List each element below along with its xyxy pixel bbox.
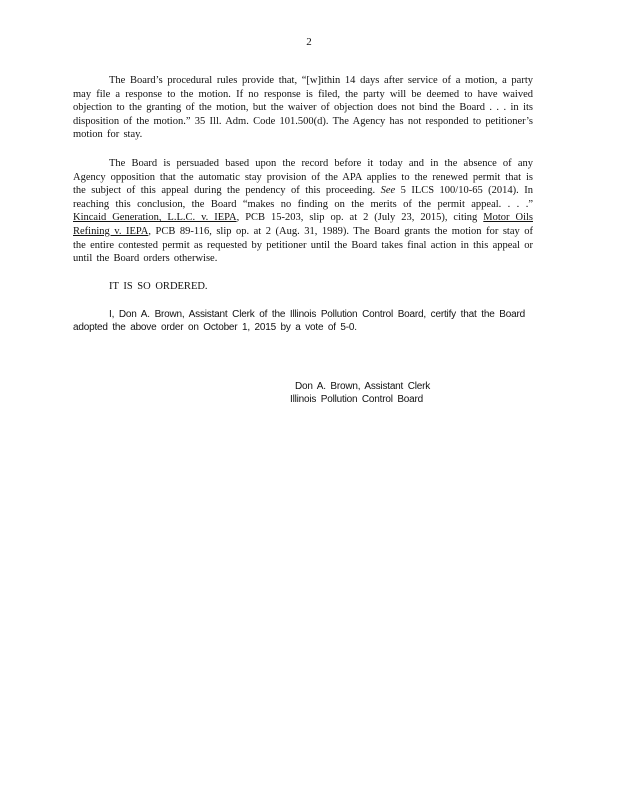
board-persuaded-text-3: , PCB 15-203, slip op. at 2 (July 23, 2015), citing xyxy=(236,212,478,224)
page-number: 2 xyxy=(306,36,312,48)
signature-name-title: Don A. Brown, Assistant Clerk xyxy=(295,381,431,392)
see-signal: See xyxy=(380,185,396,197)
procedural-rules-paragraph xyxy=(73,74,533,142)
board-persuaded-text-4: , PCB 89-116, slip op. at 2 (Aug. 31, 1989). The Board grants the motion for stay of the entire contested permit as requested by petitioner until the Board takes final action in this appeal or until the Board orders otherwise. xyxy=(73,225,533,265)
clerk-certification xyxy=(73,308,525,335)
case-citation-kincaid: Kincaid Generation, L.L.C. v. IEPA xyxy=(73,212,237,224)
board-persuaded-paragraph xyxy=(73,157,533,266)
board-persuaded-text-1: The Board is persuaded based upon the record before it today and in the absence of any Agency opposition that the automatic stay provision of the APA applies to the renewed permit that is the subject of this appeal during the pendency of this proceeding. xyxy=(73,158,533,197)
certification-text: I, Don A. Brown, Assistant Clerk of the Illinois Pollution Control Board, certify that the Board adopted the above order on October 1, 2015 by a vote of 5-0. xyxy=(73,309,525,334)
ordered-statement: IT IS SO ORDERED. xyxy=(109,281,208,292)
signature-organization: Illinois Pollution Control Board xyxy=(290,393,424,405)
case-citation-motor-oils: Motor Oils Refining v. IEPA xyxy=(73,212,533,237)
signature-block xyxy=(290,381,430,406)
procedural-rules-text: The Board’s procedural rules provide that, “[w]ithin 14 days after service of a motion, a party may file a response to the motion. If no response is filed, the party will be deemed to have waived objection to the granting of the motion, but the waiver of objection does not bind the Board . . . in its disposition of the motion.” 35 Ill. Adm. Code 101.500(d). The Agency has not responded to petitioner’s motion for stay. xyxy=(73,75,533,141)
board-persuaded-text-2: 5 ILCS 100/10-65 (2014). In reaching this conclusion, the Board “makes no finding on the merits of the permit appeal. . . .” xyxy=(73,185,534,210)
